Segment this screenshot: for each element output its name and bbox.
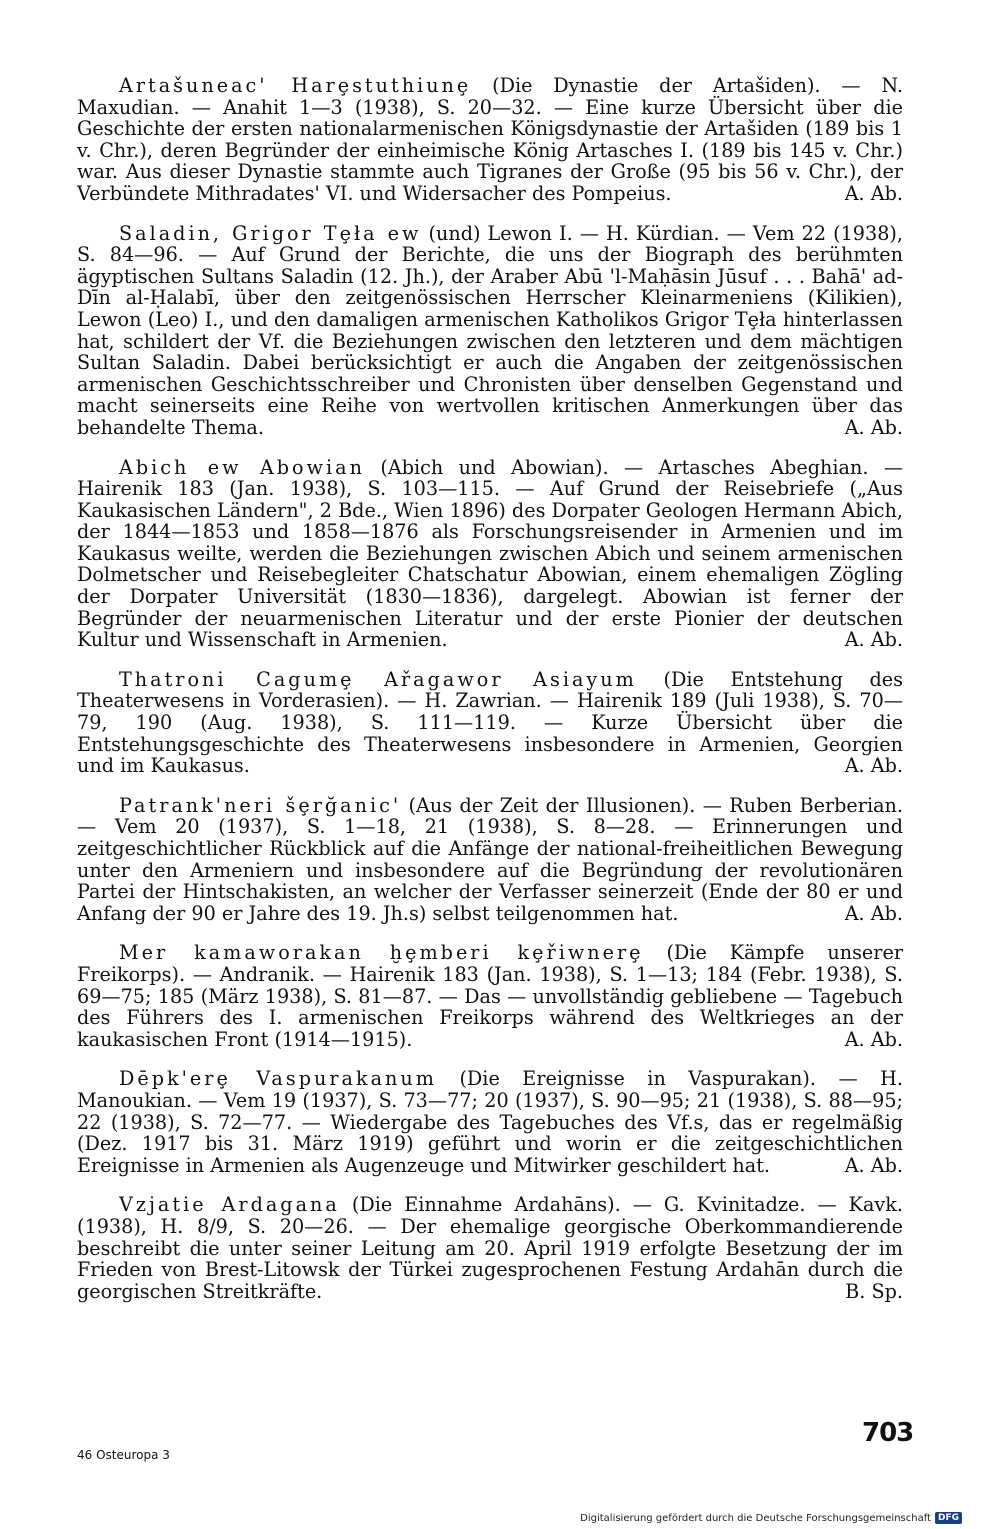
entry-title: Dēpk'erȩ Vaspurakanum <box>119 1067 437 1091</box>
entry-body: (Aus der Zeit der Illusionen). — Ruben Berberian. — Vem 20 (1937), S. 1—18, 21 (1938), S. 8—28. — Erinnerungen und zeitgeschichtlicher Rückblick auf die Anfänge der national-freiheitlichen Bewegung unter den Armeniern und insbesondere auf die Begründung der revolutionären Partei der Hintschakisten, an welcher der Verfasser seinerzeit (Ende der 80 er und Anfang der 90 er Jahre des 19. Jh.s) selbst teilgenommen hat. <box>77 793 903 925</box>
page-body <box>77 75 903 1320</box>
page-number: 703 <box>862 1418 914 1448</box>
entry-title: Artašuneac' Harȩstuthiunȩ <box>119 74 472 97</box>
entry-title: Saladin, Grigor Tȩła ew <box>119 221 422 245</box>
entry-body: (Die Entstehung des Theaterwesens in Vorderasien). — H. Zawrian. — Hairenik 189 (Juli 1938), S. 70—79, 190 (Aug. 1938), S. 111—119. — Kurze Übersicht über die Entstehungsgeschichte des Theaterwesens insbesondere in Armenien, Georgien und im Kaukasus. <box>77 667 904 778</box>
entry-body: (Die Dynastie der Artašiden). — N. Maxudian. — Anahit 1—3 (1938), S. 20—32. — Eine kurze Übersicht über die Geschichte der ersten nationalarmenischen Königsdynastie der Artašiden (189 bis 1 v. Chr.), deren Begründer der einheimische König Artasches I. (189 bis 145 v. Chr.) war. Aus dieser Dynastie stammte auch Tigranes der Große (95 bis 56 v. Chr.), der Verbündete Mithradates' VI. und Widersacher des Pompeius. <box>77 74 904 205</box>
entry-title: Mer kamaworakan ḫȩmberi kȩřiwnerȩ <box>119 941 644 965</box>
entry-author: A. Ab. <box>844 901 903 925</box>
printer-signature: 46 Osteuropa 3 <box>77 1448 170 1462</box>
entry-title: Vzjatie Ardagana <box>119 1193 340 1217</box>
entry-author: A. Ab. <box>844 181 903 205</box>
footer-text: Digitalisierung gefördert durch die Deutsche Forschungsgemeinschaft <box>580 1512 931 1524</box>
entry-title: Abich ew Abowian <box>119 455 365 479</box>
bibliography-entry <box>77 457 903 651</box>
entry-author: B. Sp. <box>845 1279 903 1303</box>
bibliography-entry <box>77 795 903 925</box>
entry-title: Patrank'neri šȩrğanic' <box>119 793 402 817</box>
entry-author: A. Ab. <box>844 628 903 652</box>
digitization-footer <box>580 1512 962 1524</box>
entry-author: A. Ab. <box>844 1153 903 1177</box>
entry-author: A. Ab. <box>844 415 903 439</box>
entry-author: A. Ab. <box>844 754 903 778</box>
bibliography-entry <box>77 942 903 1050</box>
bibliography-entry <box>77 75 903 205</box>
bibliography-entry <box>77 669 903 777</box>
bibliography-entry <box>77 1194 903 1302</box>
entry-body: (Abich und Abowian). — Artasches Abeghian. — Hairenik 183 (Jan. 1938), S. 103—115. — Auf Grund der Reisebriefe („Aus Kaukasischen Ländern", 2 Bde., Wien 1896) des Dorpater Geologen Hermann Abich, der 1844—1853 und 1858—1876 als Forschungsreisender in Armenien und im Kaukasus weilte, werden die Beziehungen zwischen Abich und seinem armenischen Dolmetscher und Reisebegleiter Chatschatur Abowian, einem ehemaligen Zögling der Dorpater Universität (1830—1836), dargelegt. Abowian ist ferner der Begründer der neuarmenischen Literatur und der erste Pionier der deutschen Kultur und Wissenschaft in Armenien. <box>77 455 904 652</box>
entry-body: (und) Lewon I. — H. Kürdian. — Vem 22 (1938), S. 84—96. — Auf Grund der Berichte, die uns der Biograph des berühmten ägyptischen Sultans Saladin (12. Jh.), der Araber Abū 'l-Maḥāsin Jūsuf . . . Bahā' ad-Dīn al-Ḥalabī, über den zeitgenössischen Herrscher Kleinarmeniens (Kilikien), Lewon (Leo) I., und den damaligen armenischen Katholikos Grigor Tȩła hinterlassen hat, schildert der Vf. die Beziehungen zwischen den letzteren und dem mächtigen Sultan Saladin. Dabei berücksichtigt er auch die Angaben der zeitgenössischen armenischen Geschichtsschreiber und Chronisten über denselben Gegenstand und macht seinerseits eine Reihe von wertvollen kritischen Anmerkungen über das behandelte Thema. <box>77 221 903 439</box>
bibliography-entry <box>77 223 903 439</box>
entry-body: (Die Ereignisse in Vaspurakan). — H. Manoukian. — Vem 19 (1937), S. 73—77; 20 (1937), S. 90—95; 21 (1938), S. 88—95; 22 (1938), S. 72—77. — Wiedergabe des Tagebuches des Vf.s, das er regelmäßig (Dez. 1917 bis 31. März 1919) geführt und worin er die zeitgeschichtlichen Ereignisse in Armenien als Augenzeuge und Mitwirker geschildert hat. <box>77 1067 903 1177</box>
entry-body: (Die Kämpfe unserer Freikorps). — Andranik. — Hairenik 183 (Jan. 1938), S. 1—13; 184 (Febr. 1938), S. 69—75; 185 (März 1938), S. 81—87. — Das — unvollständig gebliebene — Tagebuch des Führers des I. armenischen Freikorps während des Weltkrieges an der kaukasischen Front (1914—1915). <box>77 941 903 1051</box>
bibliography-entry <box>77 1068 903 1176</box>
dfg-logo-icon: DFG <box>935 1512 962 1524</box>
entry-body: (Die Einnahme Ardahāns). — G. Kvinitadze. — Kavk. (1938), H. 8/9, S. 20—26. — Der ehemalige georgische Oberkommandierende beschreibt die unter seiner Leitung am 20. April 1919 erfolgte Besetzung der im Frieden von Brest-Litowsk der Türkei zugesprochenen Festung Ardahān durch die georgischen Streitkräfte. <box>77 1193 903 1303</box>
entry-author: A. Ab. <box>844 1027 903 1051</box>
entry-title: Thatroni Cagumȩ Ařagawor Asiayum <box>119 667 637 691</box>
